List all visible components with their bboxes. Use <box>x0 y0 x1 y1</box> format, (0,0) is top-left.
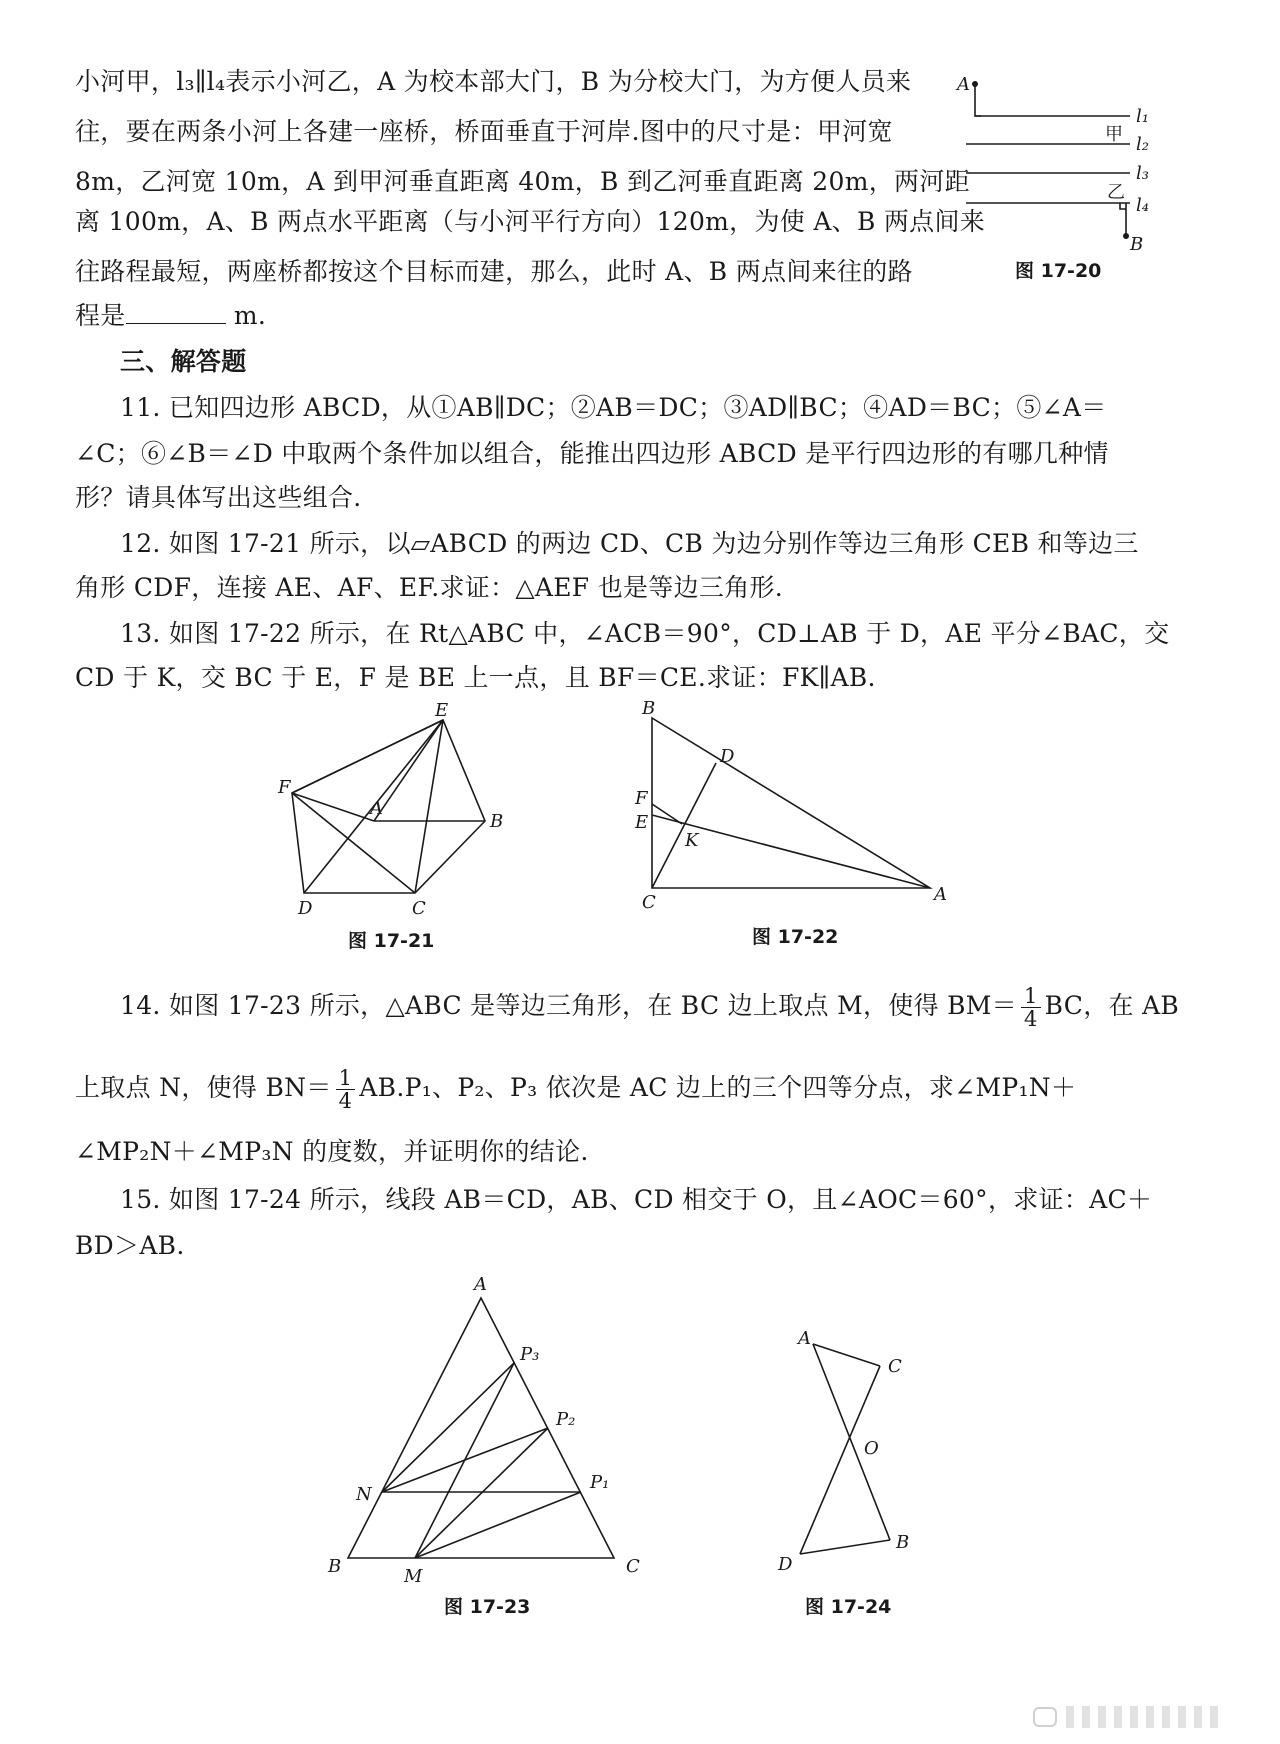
fig1723-caption: 图 17-23 <box>444 1596 531 1618</box>
fig1721-label-E: E <box>435 700 449 721</box>
watermark-bars-icon <box>1032 1704 1242 1730</box>
fig1721-label-C: C <box>412 898 426 919</box>
fig1720-label-B: B <box>1130 234 1144 255</box>
fig1721-label-A: A <box>370 798 383 819</box>
q10-line-4: 离 100m，A、B 两点水平距离（与小河平行方向）120m，为使 A、B 两点间来 <box>75 207 986 236</box>
fig1720-label-l3: l₃ <box>1136 163 1149 184</box>
fraction-denominator: 4 <box>1023 1007 1038 1031</box>
q14-line-1-post: BC，在 AB <box>1044 991 1180 1020</box>
fig1721-label-F: F <box>278 777 291 798</box>
fig1723-label-P3: P₃ <box>520 1344 540 1365</box>
fig1724-label-B: B <box>896 1532 910 1553</box>
fraction-one-quarter <box>1021 985 1041 1030</box>
q15-line-2: BD＞AB. <box>75 1231 185 1260</box>
answer-blank <box>126 299 226 324</box>
section-title: 三、解答题 <box>120 347 247 376</box>
q13-line-1: 13. 如图 17-22 所示，在 Rt△ABC 中，∠ACB＝90°，CD⊥AB 于 D，AE 平分∠BAC，交 <box>120 619 1170 648</box>
q14-line-2 <box>75 1064 1076 1112</box>
fig1723-label-P2: P₂ <box>556 1409 576 1430</box>
fig1723-label-C: C <box>626 1556 640 1577</box>
q14-line-2-pre: 上取点 N，使得 BN＝ <box>75 1073 332 1102</box>
q10-line-2: 往，要在两条小河上各建一座桥，桥面垂直于河岸.图中的尺寸是：甲河宽 <box>75 117 893 146</box>
q12-line-1: 12. 如图 17-21 所示，以▱ABCD 的两边 CD、CB 为边分别作等边三角形 CEB 和等边三 <box>120 529 1139 558</box>
figure-17-21 <box>270 700 520 920</box>
fig1722-label-C: C <box>642 892 656 913</box>
figure-17-22 <box>630 698 950 913</box>
q11-line-2: ∠C；⑥∠B＝∠D 中取两个条件加以组合，能推出四边形 ABCD 是平行四边形的有哪几种情 <box>75 439 1109 468</box>
figure-17-24 <box>770 1320 930 1580</box>
fig1720-label-A: A <box>957 74 970 95</box>
q14-line-2-post: AB.P₁、P₂、P₃ 依次是 AC 边上的三个四等分点，求∠MP₁N＋ <box>359 1073 1077 1102</box>
q10-line-6 <box>75 296 266 336</box>
fig1722-label-D: D <box>720 746 735 767</box>
fig1721-caption: 图 17-21 <box>348 930 435 952</box>
q11-line-3: 形？请具体写出这些组合. <box>75 483 362 512</box>
fig1722-label-E: E <box>635 812 649 833</box>
fig1722-label-F: F <box>635 788 648 809</box>
fig1723-label-M: M <box>404 1566 423 1587</box>
fig1722-label-B: B <box>642 698 656 719</box>
fig1721-label-B: B <box>490 811 504 832</box>
fig1720-label-jia: 甲 <box>1105 124 1123 145</box>
fraction-numerator-2: 1 <box>336 1067 356 1090</box>
figure-17-23 <box>320 1270 660 1590</box>
q14-line-1 <box>120 982 1179 1030</box>
fig1722-label-K: K <box>685 830 699 851</box>
fig1720-label-yi: 乙 <box>1107 182 1125 203</box>
figure-17-20 <box>950 70 1160 270</box>
fig1720-label-l2: l₂ <box>1136 134 1149 155</box>
q14-line-1-pre: 14. 如图 17-23 所示，△ABC 是等边三角形，在 BC 边上取点 M，使得 BM＝ <box>120 991 1017 1020</box>
fig1723-label-B: B <box>328 1556 342 1577</box>
q12-line-2: 角形 CDF，连接 AE、AF、EF.求证：△AEF 也是等边三角形. <box>75 573 784 602</box>
fig1720-caption: 图 17-20 <box>1015 260 1102 282</box>
fig1722-label-A: A <box>934 884 947 905</box>
q13-line-2: CD 于 K，交 BC 于 E，F 是 BE 上一点，且 BF＝CE.求证：FK∥AB. <box>75 663 876 692</box>
fraction-denominator-2: 4 <box>338 1089 353 1113</box>
fig1720-label-l4: l₄ <box>1136 195 1149 216</box>
q10-line-6-post: m. <box>225 301 267 330</box>
fig1723-label-A: A <box>474 1274 487 1295</box>
fig1724-label-A: A <box>798 1328 811 1349</box>
fig1723-label-P1: P₁ <box>590 1472 610 1493</box>
q11-line-1: 11. 已知四边形 ABCD，从①AB∥DC；②AB＝DC；③AD∥BC；④AD＝BC；⑤∠A＝ <box>120 393 1107 422</box>
q15-line-1: 15. 如图 17-24 所示，线段 AB＝CD，AB、CD 相交于 O，且∠AOC＝60°，求证：AC＋ <box>120 1185 1153 1214</box>
fig1724-label-C: C <box>888 1356 902 1377</box>
q14-line-3: ∠MP₂N＋∠MP₃N 的度数，并证明你的结论. <box>75 1137 589 1166</box>
q10-line-3: 8m，乙河宽 10m，A 到甲河垂直距离 40m，B 到乙河垂直距离 20m，两河距 <box>75 167 970 196</box>
q10-line-6-pre: 程是 <box>75 301 126 330</box>
q10-line-5: 往路程最短，两座桥都按这个目标而建，那么，此时 A、B 两点间来往的路 <box>75 257 913 286</box>
fig1724-label-D: D <box>778 1554 793 1575</box>
fig1724-caption: 图 17-24 <box>805 1596 892 1618</box>
fig1724-label-O: O <box>864 1438 879 1459</box>
fig1723-label-N: N <box>356 1484 372 1505</box>
fraction-one-quarter-2 <box>336 1067 356 1112</box>
q10-line-1: 小河甲，l₃∥l₄表示小河乙，A 为校本部大门，B 为分校大门，为方便人员来 <box>75 67 912 96</box>
fig1722-caption: 图 17-22 <box>752 926 839 948</box>
fig1721-label-D: D <box>298 898 313 919</box>
fig1720-label-l1: l₁ <box>1136 106 1149 127</box>
fraction-numerator: 1 <box>1021 985 1041 1008</box>
